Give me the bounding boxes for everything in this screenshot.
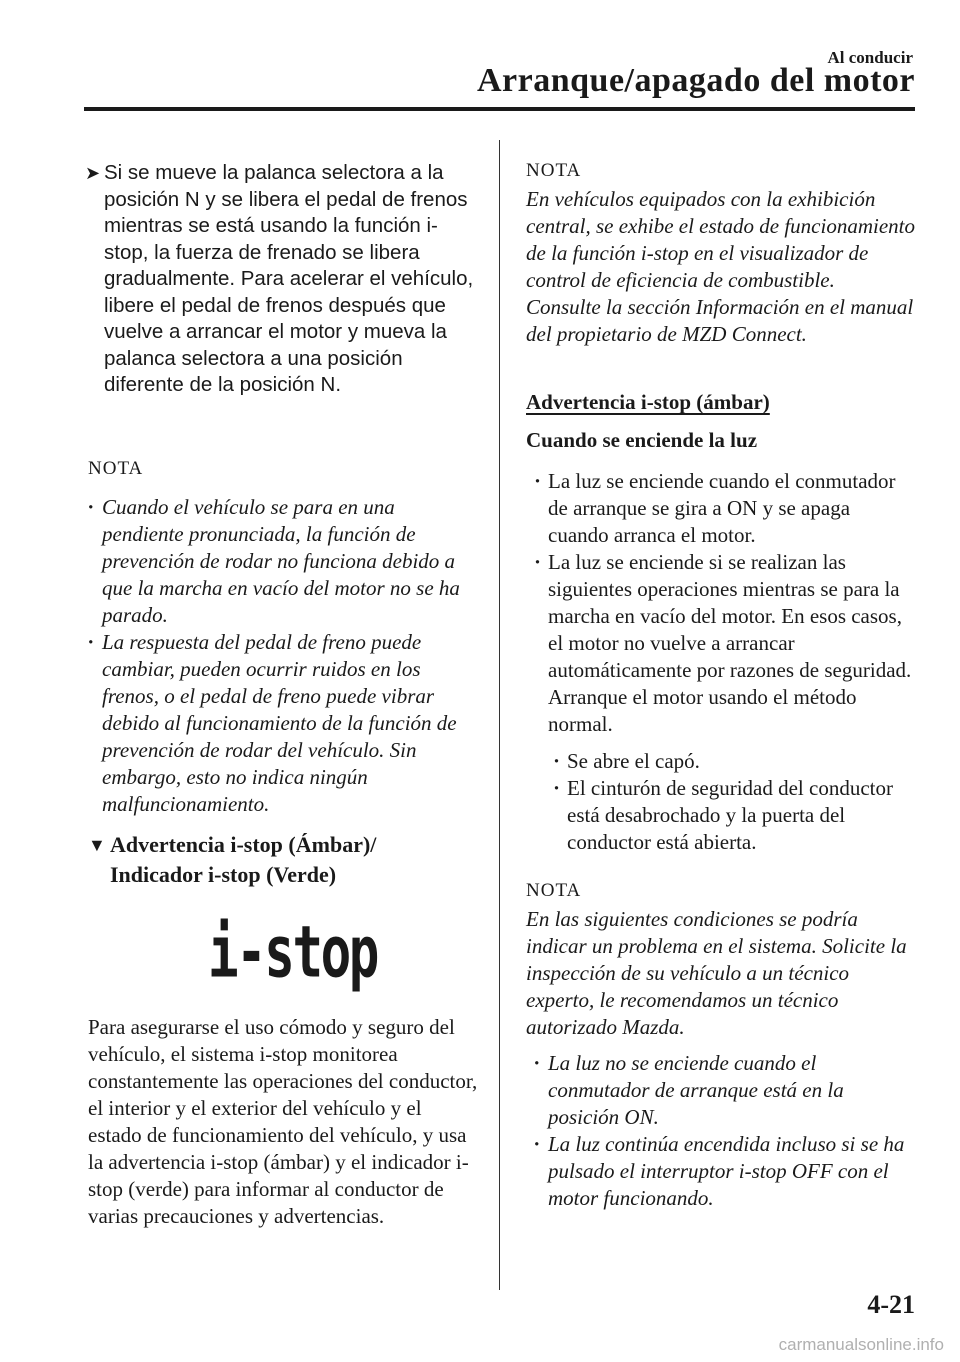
section-heading: ▼ Advertencia i-stop (Ámbar)/ Indicador i-stop (Verde): [88, 832, 377, 887]
page-title: Arranque/apagado del motor: [477, 62, 915, 99]
list-item: · La luz no se enciende cuando el conmutador de arranque está en la posición ON.: [534, 1051, 844, 1129]
list-item: · La luz continúa encendida incluso si se ha pulsado el interruptor i-stop OFF con el motor funcionando.: [534, 1132, 905, 1210]
note-label: NOTA: [526, 880, 582, 901]
note2-list: [534, 1050, 914, 1212]
note-label: NOTA: [88, 458, 144, 479]
bullet-icon: ·: [534, 1132, 540, 1156]
note-text: En las siguientes condiciones se podría indicar un problema en el sistema. Solicite la inspección de su vehículo a un técnico experto, le recomendamos un técnico autorizado Mazda.: [526, 907, 907, 1039]
light-on-list: [534, 468, 914, 738]
sub-list: [553, 748, 913, 856]
bullet-icon: ·: [88, 495, 94, 519]
note-list: [88, 494, 480, 818]
watermark: carmanualsonline.info: [778, 1335, 944, 1354]
list-item: · El cinturón de seguridad del conductor está desabrochado y la puerta del conductor está abierta.: [553, 776, 893, 854]
bullet-icon: ·: [534, 469, 542, 493]
bullet-icon: ·: [553, 776, 561, 800]
bullet-icon: ·: [534, 550, 542, 574]
bullet-icon: ·: [534, 1051, 540, 1075]
subheading-warning: Advertencia i-stop (ámbar): [526, 390, 770, 414]
header-rule: [84, 107, 915, 111]
list-item: · Se abre el capó.: [553, 749, 700, 773]
caution-text: Si se mueve la palanca selectora a la posición N y se libera el pedal de frenos mientras se está usando la función i-stop, la fuerza de frenado se libera gradualmente. Para acelerar el vehículo, libere el pedal de frenos después que vuelve a arrancar el motor y mueva la palanca selectora a una posición diferente de la posición N.: [104, 161, 474, 396]
bullet-icon: ·: [88, 630, 94, 654]
page-number: 4-21: [867, 1290, 915, 1319]
list-item: · Cuando el vehículo se para en una pendiente pronunciada, la función de prevención de rodar no funciona debido a que la marcha en vacío del motor no se ha parado.: [88, 495, 460, 627]
intro-paragraph: Para asegurarse el uso cómodo y seguro del vehículo, el sistema i-stop monitorea constantemente las operaciones del conductor, el interior y el exterior del vehículo y el estado de funcionamiento del vehículo, y usa la advertencia i-stop (ámbar) y el indicador i-stop (verde) para informar al conductor de varias precauciones y advertencias.: [88, 1015, 478, 1228]
caution-arrow-icon: ➤: [85, 163, 101, 183]
column-divider: [499, 140, 500, 1290]
section-label: Al conducir: [827, 48, 913, 67]
bullet-icon: ·: [553, 749, 561, 773]
note-text: En vehículos equipados con la exhibición central, se exhibe el estado de funcionamiento de la función i-stop en el visualizador de control de eficiencia de combustible. Consulte la sección Información en el manual del propietario de MZD Connect.: [526, 187, 915, 346]
note-label: NOTA: [526, 160, 582, 181]
triangle-down-icon: ▼: [88, 835, 106, 855]
list-item: · La respuesta del pedal de freno puede cambiar, pueden ocurrir ruidos en los frenos, o el pedal de freno puede vibrar debido al funcionamiento de la función de prevención de rodar del vehículo. Sin embargo, esto no indica ningún malfuncionamiento.: [88, 630, 457, 816]
istop-logo: i-stop: [208, 909, 377, 994]
caution-block: [85, 160, 482, 399]
list-item: · La luz se enciende cuando el conmutador de arranque se gira a ON y se apaga cuando arranca el motor.: [534, 469, 896, 547]
subheading-light-on: Cuando se enciende la luz: [526, 428, 758, 452]
list-item: · La luz se enciende si se realizan las siguientes operaciones mientras se para la marcha en vacío del motor. En esos casos, el motor no vuelve a arrancar automáticamente por razones de seguridad. Arranque el motor usando el método normal.: [534, 550, 912, 736]
